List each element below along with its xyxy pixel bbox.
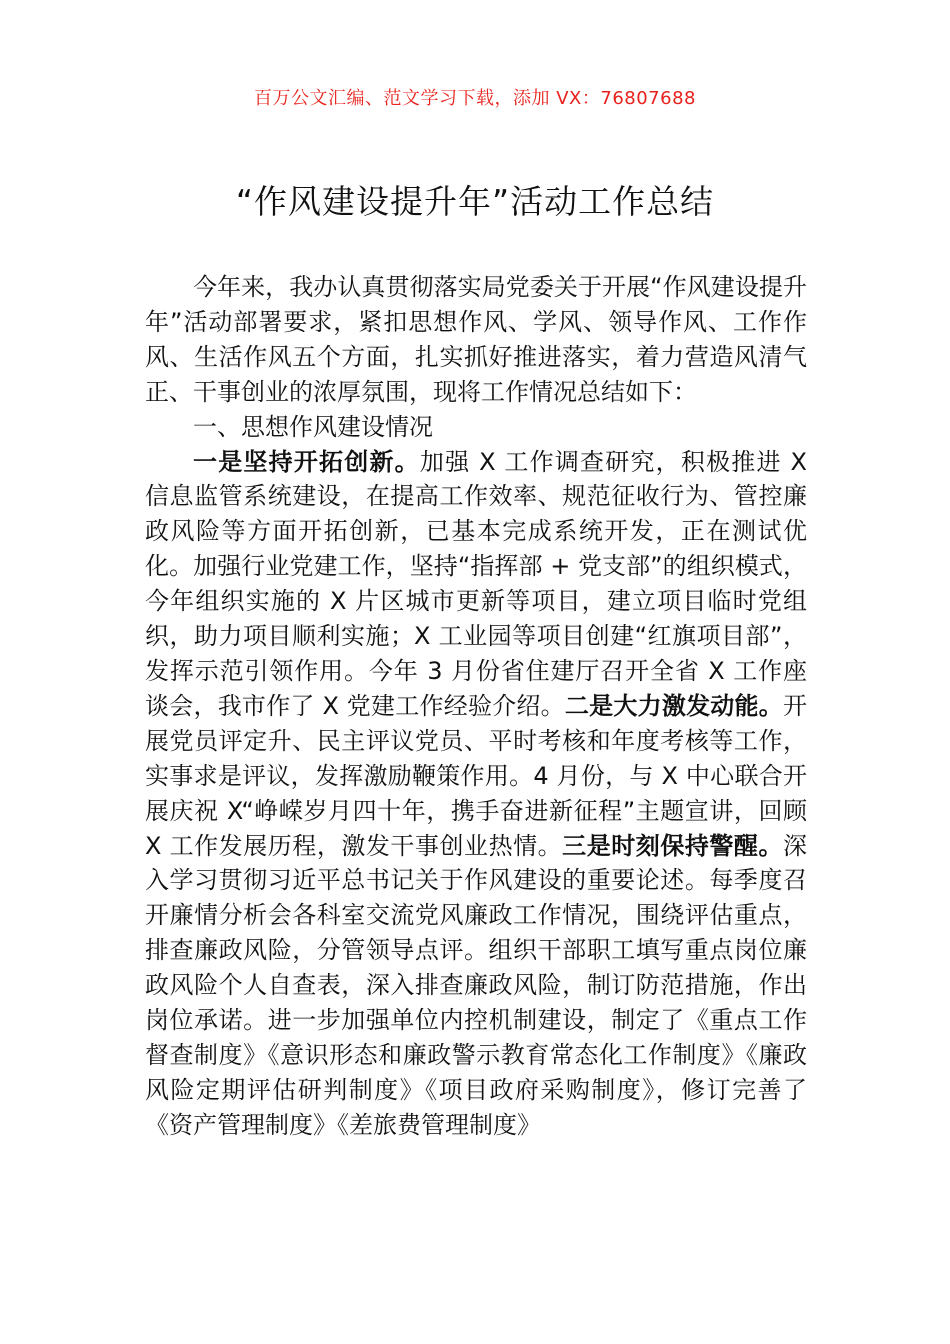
point-2-lead: 二是大力激发动能。 [564,691,784,720]
point-1-text: 加强 X 工作调查研究，积极推进 X 信息监管系统建设，在提高工作效率、规范征收行为、管控廉政风险等方面开拓创新，已基本完成系统开发，正在测试优化。加强行业党建工作，坚持“指挥部 + 党支部”的组织模式，今年组织实施的 X 片区城市更新等项目，建立项目临时党组织，助力项目顺利实施；X 工业园等项目创建“红旗项目部”，发挥示范引领作用。今年 3 月份省住建厅召开全省 X 工作座谈会，我市作了 X 党建工作经验介绍。 [145,447,807,720]
header-notice: 百万公文汇编、范文学习下载，添加 VX：76807688 [254,88,696,109]
section-1-paragraph [145,445,807,1143]
point-3-lead: 三是时刻保持警醒。 [562,831,783,860]
section-heading-1: 一、思想作风建设情况 [193,412,433,441]
point-1-lead: 一是坚持开拓创新。 [193,447,420,476]
point-3-text: 深入学习贯彻习近平总书记关于作风建设的重要论述。每季度召开廉情分析会各科室交流党风廉政工作情况，围绕评估重点，排查廉政风险，分管领导点评。组织干部职工填写重点岗位廉政风险个人自查表，深入排查廉政风险，制订防范措施，作出岗位承诺。进一步加强单位内控机制建设，制定了《重点工作督查制度》《意识形态和廉政警示教育常态化工作制度》《廉政风险定期评估研判制度》《项目政府采购制度》，修订完善了《资产管理制度》《差旅费管理制度》 [145,831,807,1139]
intro-paragraph: 今年来，我办认真贯彻落实局党委关于开展“作风建设提升年”活动部署要求，紧扣思想作风、学风、领导作风、工作作风、生活作风五个方面，扎实抓好推进落实，着力营造风清气正、干事创业的浓厚氛围，现将工作情况总结如下： [145,273,807,406]
document-body [145,270,807,1143]
point-2-text: 开展党员评定升、民主评议党员、平时考核和年度考核等工作，实事求是评议，发挥激励鞭策作用。4 月份，与 X 中心联合开展庆祝 X“峥嵘岁月四十年，携手奋进新征程”主题宣讲，回顾 X 工作发展历程，激发干事创业热情。 [145,691,808,860]
document-title: “作风建设提升年”活动工作总结 [235,182,715,221]
